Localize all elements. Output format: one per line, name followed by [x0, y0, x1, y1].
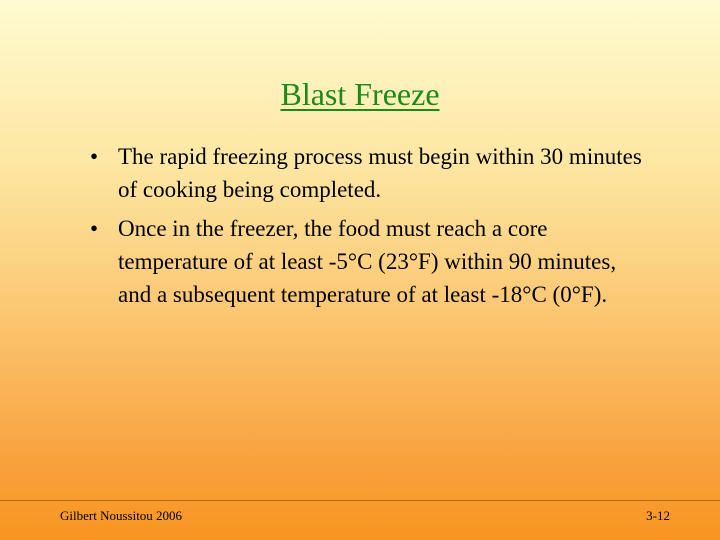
- bullet-icon: •: [90, 216, 99, 241]
- bullet-text: The rapid freezing process must begin within 30 minutes of cooking being completed.: [118, 144, 642, 202]
- bullet-list: [86, 140, 646, 317]
- bullet-item: [86, 212, 646, 311]
- bullet-item: [86, 140, 646, 206]
- bullet-icon: •: [90, 144, 99, 169]
- bullet-text: Once in the freezer, the food must reach a core temperature of at least -5°C (23°F) within 90 minutes, and a subsequent temperature of at least -18°C (0°F).: [118, 216, 617, 307]
- footer-divider: [0, 500, 720, 501]
- footer-page-number: 3-12: [646, 508, 670, 523]
- slide-title: Blast Freeze: [280, 76, 440, 112]
- footer-author: Gilbert Noussitou 2006: [60, 508, 183, 523]
